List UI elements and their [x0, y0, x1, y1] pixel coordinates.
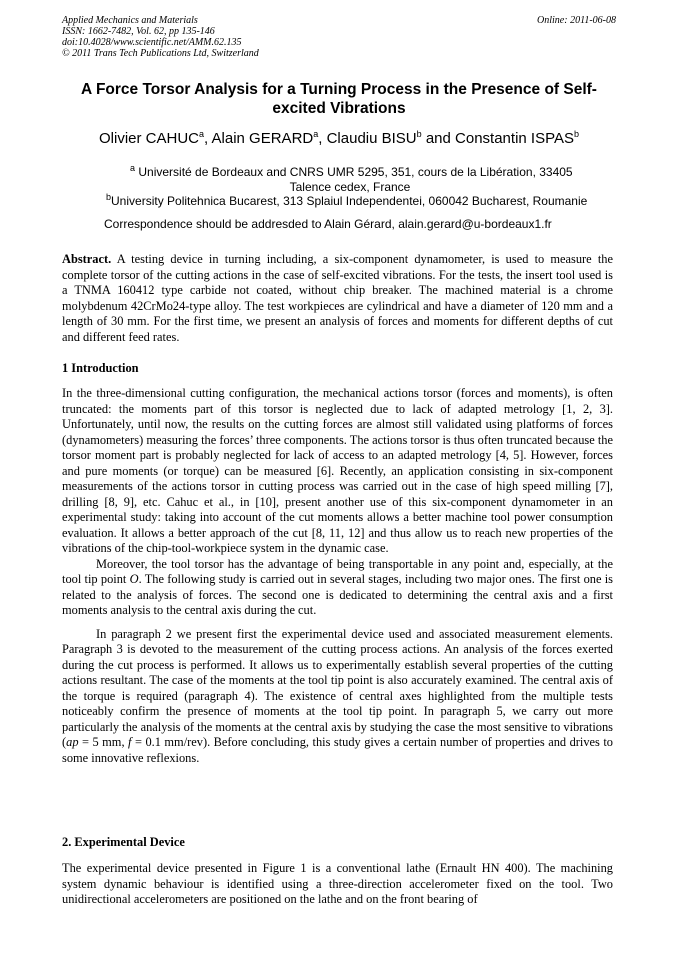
affiliation-a-line-2: Talence cedex, France: [289, 180, 411, 194]
paragraph-text: = 0.1 mm/rev). Before concluding, this study gives a certain number of properties and drives to some innovative reflexions.: [62, 735, 613, 765]
section-2-heading: 2. Experimental Device: [62, 835, 185, 849]
author-name: Alain GERARD: [211, 130, 314, 147]
author-name: Olivier CAHUC: [98, 130, 199, 147]
issn-line: ISSN: 1662-7482, Vol. 62, pp 135-146: [62, 26, 215, 37]
online-date: Online: 2011-06-08: [537, 15, 616, 26]
author-affiliation-mark: b: [573, 129, 579, 139]
affiliation-b-mark: b: [106, 192, 112, 202]
author-affiliation-mark: a: [313, 129, 319, 139]
affiliation-a-line-1: Université de Bordeaux and CNRS UMR 5295, 351, cours de la Libération, 33405: [138, 165, 573, 179]
paper-title: [58, 80, 620, 118]
section-2-body: [62, 861, 613, 908]
section-1-paragraph-1: In the three-dimensional cutting configuration, the mechanical actions torsor (forces and moments), is often truncated: the moments part of this torsor is neglected due to lack of adapted metrology [1, 2, 3]. Unfortunately, until now, the results on the cutting forces are almost still validated using platforms of forces (dynamometers) measuring the forces’ three components. The actions torsor is thus often truncated because the torsor moment part is probably neglected for lack of access to an adapted metrology [4, 5]. However, forces and pure moments (or torque) can be measured [6]. Recently, an application consisting in six-component measurements of the actions torsor in cutting process was carried out in the case of high speed milling [7], drilling [8, 9], etc. Cahuc et al., in [10], present another use of this six-component dynamometer in an experimental study: taking into account of the cut moments allows a better machine tool power consumption evaluation. It allows a better approach of the cut [8, 11, 12] and thus allow us to reach new properties of the vibrations of the chip-tool-workpiece system in the dynamic case.: [62, 386, 613, 555]
author-list: [40, 130, 638, 148]
author-separator: and: [421, 130, 456, 147]
journal-name: Applied Mechanics and Materials: [62, 15, 198, 26]
math-symbol: f: [128, 735, 132, 749]
copyright-line: © 2011 Trans Tech Publications Ltd, Switzerland: [62, 48, 259, 59]
paragraph-text: Moreover, the tool torsor has the advantage of being transportable in any point and, especially, at the tool tip point: [62, 556, 613, 586]
title-line-2: excited Vibrations: [272, 100, 406, 117]
point-symbol: O: [129, 572, 139, 586]
author-affiliation-mark: b: [416, 129, 422, 139]
section-1-heading: 1 Introduction: [62, 361, 139, 375]
affiliation-b-line: University Politehnica Bucarest, 313 Splaiul Independentei, 060042 Bucharest, Roumanie: [111, 194, 588, 208]
paragraph-text: . The following study is carried out in several stages, including two major ones. The first one is related to the analysis of forces. The second one is dedicated to determining the central axis and a first moments analysis to the central axis during the cut.: [62, 572, 613, 617]
author-separator: ,: [204, 130, 212, 147]
journal-header: [62, 15, 616, 59]
affiliation-a: [130, 165, 610, 195]
section-1-paragraph-3: [62, 627, 613, 767]
author-separator: ,: [318, 130, 327, 147]
author-name: Claudiu BISU: [326, 130, 417, 147]
affiliation-b: [106, 194, 626, 209]
paragraph-text: In paragraph 2 we present first the experimental device used and associated measurement elements. Paragraph 3 is devoted to the measurement of the cutting process actions. An analysis of the forces exerted during the cut process is performed. It allows us to experimentally establish several properties of the cutting actions resultant. The case of the moments at the tool tip point is also accurately examined. The central axis of the torque is required (paragraph 4). The existence of central axes highlighted from the multiple tests noticeably confirm the presence of moments at the tool tip point. In paragraph 5, we carry out more particularly the analysis of the moments at the central axis by studying the case the most sensitive to vibrations (: [62, 626, 613, 749]
section-2-paragraph-1: The experimental device presented in Figure 1 is a conventional lathe (Ernault HN 400). The machining system dynamic behaviour is identified using a three-direction accelerometer fixed on the tool. Two unidirectional accelerometers are positioned on the lathe and on the front bearing of: [62, 861, 613, 906]
abstract: [62, 252, 613, 345]
correspondence-line: Correspondence should be addresded to Alain Gérard, alain.gerard@u-bordeaux1.fr: [104, 217, 552, 231]
paragraph-text: = 5 mm,: [78, 735, 129, 749]
section-1-paragraph-2: [62, 557, 613, 619]
title-line-1: A Force Torsor Analysis for a Turning Process in the Presence of Self-: [81, 81, 597, 98]
affiliation-a-mark: a: [130, 163, 136, 173]
author-name: Constantin ISPAS: [455, 130, 574, 147]
section-1-body: [62, 386, 613, 766]
abstract-label: Abstract.: [62, 252, 112, 266]
math-symbol: ap: [66, 735, 79, 749]
doi-line: doi:10.4028/www.scientific.net/AMM.62.135: [62, 37, 242, 48]
author-affiliation-mark: a: [199, 129, 205, 139]
abstract-text: A testing device in turning including, a six-component dynamometer, is used to measure the complete torsor of the cutting actions in the case of self-excited vibrations. For the tests, the insert tool used is a TNMA 160412 type carbide not coated, without chip breaker. The machined material is a chrome molybdenum 42CrMo24-type alloy. The test workpieces are cylindrical and have a diameter of 120 mm and a length of 30 mm. For the first time, we present an analysis of forces and moments for different depths of cut and different feed rates.: [62, 252, 614, 344]
